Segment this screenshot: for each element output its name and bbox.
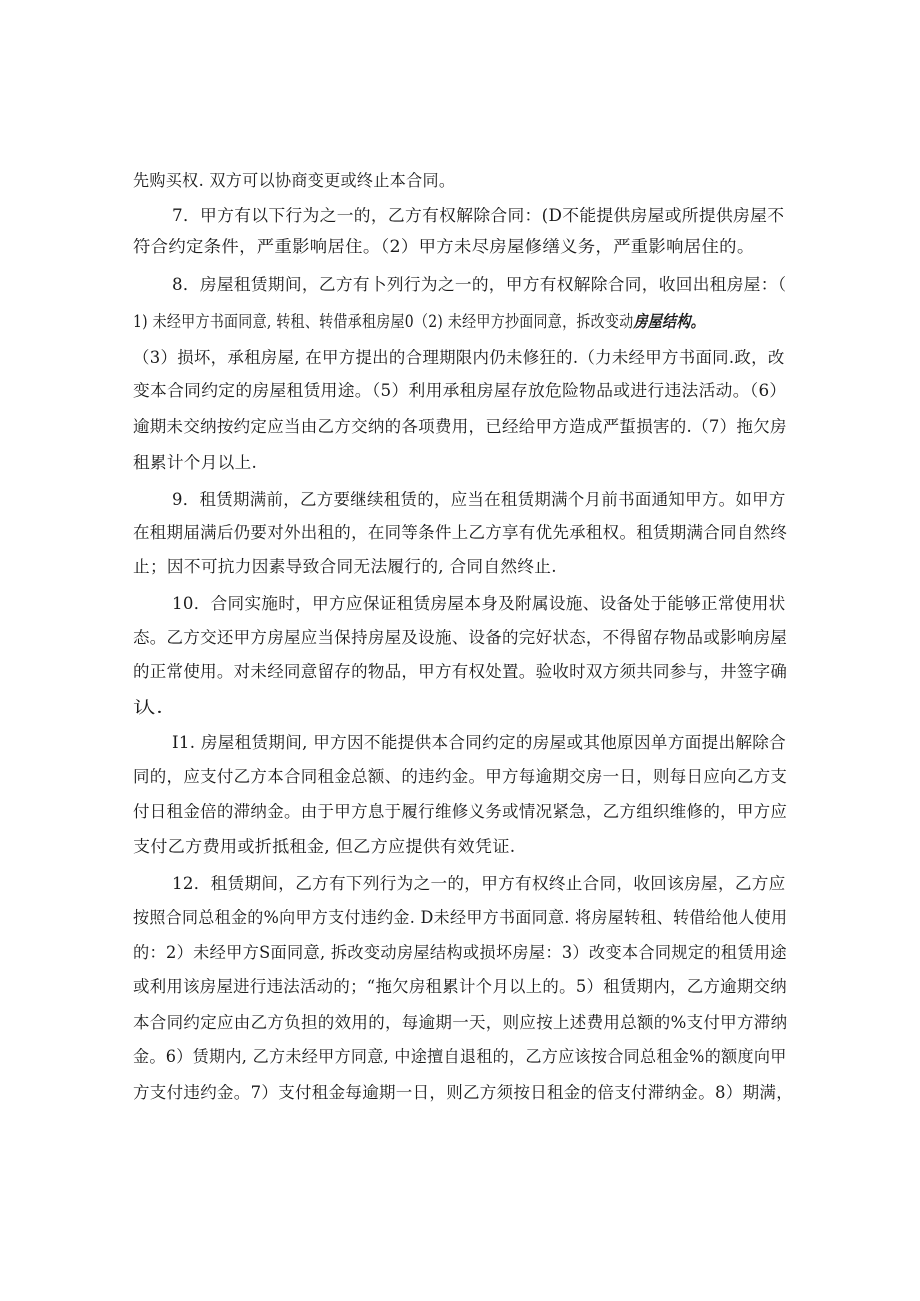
text-line: 的：2）未经甲方S面同意, 拆改变动房屋结构或损坏房屋：3）改变本合同规定的租赁用途 — [133, 943, 787, 962]
text-line — [133, 311, 705, 333]
text-line: 变本合同约定的房屋租赁用途。（5）利用承租房屋存放危险物品或进行违法活动。（6） — [133, 381, 787, 400]
text-line: 9．租赁期满前，乙方要继续租赁的，应当在租赁期满个月前书面通知甲方。如甲方 — [172, 490, 786, 509]
text-line: 逾期未交纳按约定应当由乙方交纳的各项费用，已经给甲方造成严蜇损害的.（7）拖欠房 — [133, 417, 787, 436]
text-line: 12．租赁期间，乙方有下列行为之一的，甲方有权终止合同，收回该房屋，乙方应 — [172, 874, 786, 893]
text-line: 按照合同总租金的%向甲方支付违约金. D未经甲方书面同意. 将房屋转租、转借给他人使用 — [133, 908, 788, 927]
text-line: 租累计个月以上. — [133, 453, 258, 472]
text-line: 7．甲方有以下行为之一的，乙方有权解除合同：(D不能提供房屋或所提供房屋不 — [172, 206, 785, 225]
text-span: 1) 未经甲方书面同意, 转租、转借承租房屋0（2) 未经甲方抄面同意，拆改变动 — [133, 312, 634, 331]
text-line: 符合约定条件，严重影响居住。（2）甲方未尽房屋修缮义务，严重影响居住的。 — [133, 237, 755, 256]
text-line: 止；因不可抗力因素导致合同无法履行的, 合同自然终止. — [133, 557, 557, 576]
text-line: I1. 房屋租赁期间, 甲方因不能提供本合同约定的房屋或其他原因单方面提出解除合 — [172, 733, 786, 752]
text-line: 认. — [133, 698, 164, 717]
text-line: 同的，应支付乙方本合同租金总额、的违约金。甲方每逾期交房一日，则每日应向乙方支 — [133, 767, 788, 786]
text-line: 付日租金倍的滞纳金。由于甲方息于履行维修义务或情况紧急，乙方组织维修的，甲方应 — [133, 802, 788, 821]
text-line: 态。乙方交还甲方房屋应当保持房屋及设施、设备的完好状态，不得留存物品或影响房屋 — [133, 628, 788, 647]
text-line: 方支付违约金。7）支付租金每逾期一日，则乙方须按日租金的倍支付滞纳金。8）期满， — [133, 1083, 793, 1102]
text-line: 先购买权. 双方可以协商变更或终止本合同。 — [133, 171, 456, 190]
text-line: 8．房屋租赁期间，乙方有卜列行为之一的，甲方有权解除合同，收回出租房屋：（ — [172, 275, 787, 294]
text-line: 金。6）赁期内, 乙方未经甲方同意, 中途擅自退租的，乙方应该按合同总租金%的额度向甲 — [133, 1047, 787, 1066]
text-line: 本合同约定应由乙方负担的效用的，每逾期一天，则应按上述费用总额的%支付甲方滞纳 — [133, 1013, 788, 1032]
emphasis-text: 房屋结构。 — [633, 312, 705, 331]
text-line: 的正常使用。对未经同意留存的物品，甲方有权处置。验收时双方须共同参与，井签字确 — [133, 662, 788, 681]
text-line: （3）损坏，承租房屋, 在甲方提出的合理期限内仍未修狂的.（力未经甲方书面同.政，改 — [133, 348, 785, 367]
text-line: 或利用该房屋进行违法活动的；“拖欠房租累计个月以上的。5）租赁期内，乙方逾期交纳 — [133, 977, 787, 996]
text-line: 10．合同实施时，甲方应保证租赁房屋本身及附属设施、设备处于能够正常使用状 — [172, 594, 786, 613]
text-line: 在租期届满后仍要对外出租的，在同等条件上乙方享有优先承租权。租赁期满合同自然终 — [133, 523, 788, 542]
text-line: 支付乙方费用或折抵租金, 但乙方应提供有效凭证. — [133, 837, 516, 856]
